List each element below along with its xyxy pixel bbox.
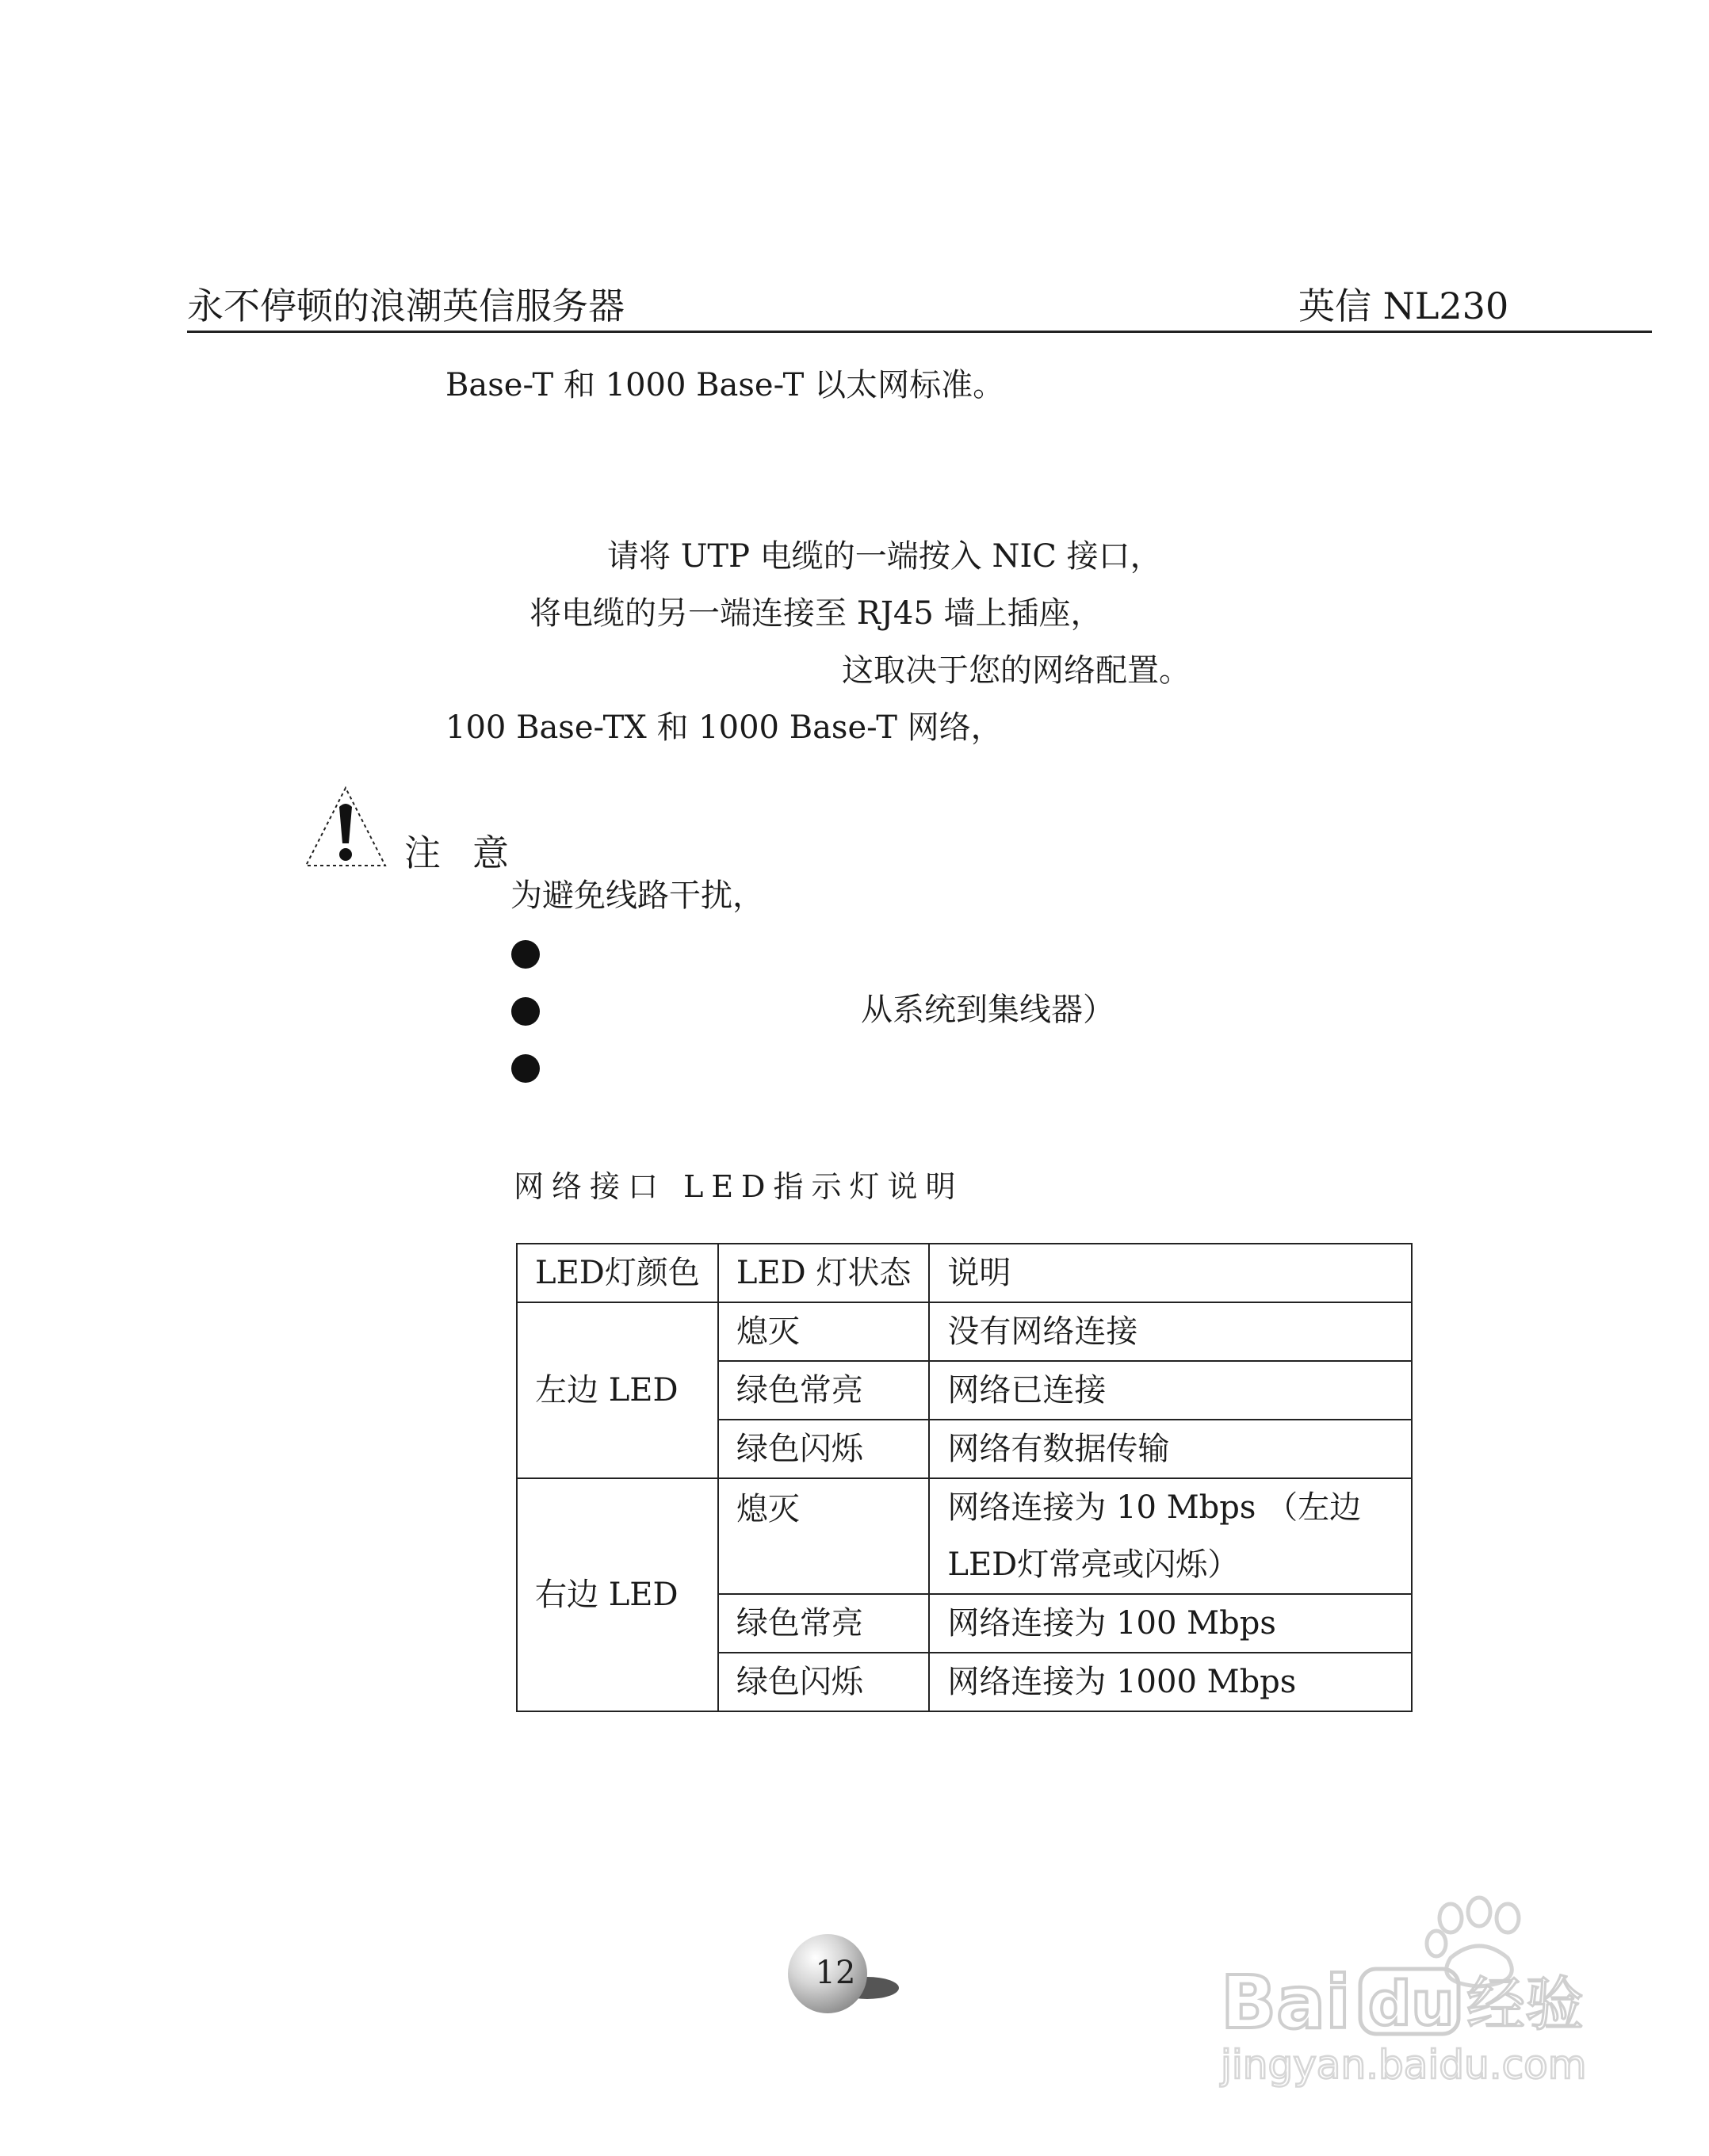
- body-line-5: 100 Base-TX 和 1000 Base-T 网络，: [445, 709, 1003, 746]
- svg-text:du: du: [1368, 1968, 1455, 2039]
- note-intro: 为避免线路干扰，: [510, 877, 764, 914]
- body-line-1: Base-T 和 1000 Base-T 以太网标准。: [445, 367, 1005, 403]
- note-title: 注意: [404, 831, 541, 874]
- led-desc-cell: 网络连接为 100 Mbps: [929, 1594, 1412, 1653]
- led-state-cell: 熄灭: [718, 1478, 930, 1594]
- led-state-cell: 绿色闪烁: [718, 1653, 930, 1711]
- bullet-text-2: 从系统到集线器）: [861, 992, 1114, 1028]
- page-number-badge: [788, 1934, 907, 2021]
- body-line-3: 将电缆的另一端连接至 RJ45 墙上插座，: [530, 595, 1103, 632]
- led-desc-cell: 网络有数据传输: [929, 1420, 1412, 1478]
- table-caption: 网络接口 LED指示灯说明: [514, 1169, 964, 1204]
- body-line-4: 这取决于您的网络配置。: [842, 652, 1191, 689]
- header-left-title: 永不停顿的浪潮英信服务器: [187, 285, 625, 327]
- header-right-title: 英信 NL230: [1298, 285, 1509, 327]
- led-desc-cell: 没有网络连接: [929, 1302, 1412, 1361]
- table-header-cell: LED 灯状态: [718, 1244, 930, 1302]
- table-row: [517, 1302, 1412, 1361]
- page-number: 12: [815, 1955, 856, 1991]
- table-header-row: [517, 1244, 1412, 1302]
- body-line-2: 请将 UTP 电缆的一端按入 NIC 接口，: [607, 538, 1162, 575]
- svg-text:经验: 经验: [1466, 1971, 1584, 2039]
- led-state-cell: 绿色常亮: [718, 1594, 930, 1653]
- table-header-cell: LED灯颜色: [517, 1244, 718, 1302]
- led-desc-cell: 网络已连接: [929, 1361, 1412, 1420]
- header-divider: [187, 331, 1652, 333]
- bullet-icon: [511, 1054, 540, 1083]
- baidu-watermark-logo: [1213, 1894, 1625, 2093]
- bullet-icon: [511, 940, 540, 969]
- svg-text:jingyan.baidu.com: jingyan.baidu.com: [1221, 2042, 1587, 2088]
- warning-icon: [303, 785, 388, 869]
- led-state-cell: 绿色闪烁: [718, 1420, 930, 1478]
- led-color-cell: 左边 LED: [517, 1302, 718, 1478]
- led-desc-cell: 网络连接为 1000 Mbps: [929, 1653, 1412, 1711]
- led-desc-cell: 网络连接为 10 Mbps （左边 LED灯常亮或闪烁）: [929, 1478, 1412, 1594]
- led-state-cell: 熄灭: [718, 1302, 930, 1361]
- led-state-cell: 绿色常亮: [718, 1361, 930, 1420]
- table-row: [517, 1478, 1412, 1594]
- svg-text:Bai: Bai: [1221, 1960, 1351, 2045]
- led-color-cell: 右边 LED: [517, 1478, 718, 1711]
- bullet-icon: [511, 997, 540, 1026]
- table-header-cell: 说明: [929, 1244, 1412, 1302]
- led-indicator-table: [516, 1243, 1413, 1712]
